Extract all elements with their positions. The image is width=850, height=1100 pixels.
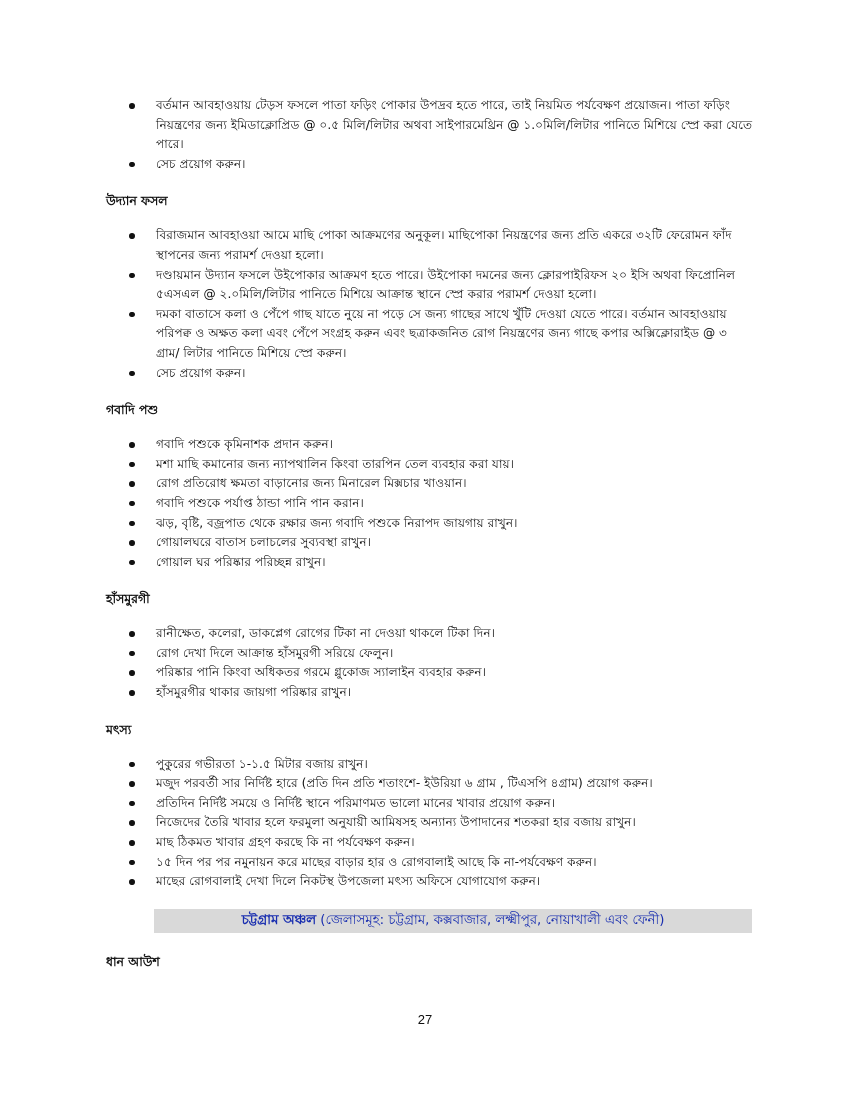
- fisheries-list: [0, 755, 850, 892]
- bullet-icon: [129, 442, 135, 448]
- list-item: হাঁসমুরগীর থাকার জায়গা পরিষ্কার রাখুন।: [0, 683, 850, 703]
- list-item: পুকুরের গভীরতা ১-১.৫ মিটার বজায় রাখুন।: [0, 755, 850, 775]
- bullet-icon: [129, 501, 135, 507]
- bullet-icon: [129, 103, 135, 109]
- list-item: পরিষ্কার পানি কিংবা অধিকতর গরমে গ্লুকোজ স্যালাইন ব্যবহার করুন।: [0, 663, 850, 683]
- region-districts: (জেলাসমূহ: চট্টগ্রাম, কক্সবাজার, লক্ষ্মীপুর, নোয়াখালী এবং ফেনী): [320, 912, 665, 928]
- region-title: চট্টগ্রাম অঞ্চল: [241, 912, 317, 928]
- list-item: গবাদি পশুকে পর্যাপ্ত ঠান্ডা পানি পান করান।: [0, 494, 850, 514]
- bullet-icon: [129, 540, 135, 546]
- bullet-icon: [129, 462, 135, 468]
- bullet-icon: [129, 860, 135, 866]
- bullet-icon: [129, 651, 135, 657]
- section-heading-horticulture: উদ্যান ফসল: [106, 193, 168, 209]
- poultry-list: [0, 624, 850, 702]
- list-item: সেচ প্রয়োগ করুন।: [0, 364, 850, 384]
- horticulture-list: [0, 226, 850, 383]
- list-item: বর্তমান আবহাওয়ায় টেড়স ফসলে পাতা ফড়িং পোকার উপদ্রব হতে পারে, তাই নিয়মিত পর্যবেক্ষণ প্রয়োজন। পাতা ফড়িং নিয়ন্ত্রণের জন্য ইমিডাক্লোপ্রিড @ ০.৫ মিলি/লিটার অথবা সাইপারমেথ্রিন @ ১.০মিলি/লিটার পানিতে মিশিয়ে স্প্রে করা যেতে পারে।: [0, 96, 850, 155]
- bullet-icon: [129, 273, 135, 279]
- page-number: 27: [417, 1012, 433, 1027]
- region-banner: [154, 909, 752, 933]
- list-item: ঝড়, বৃষ্টি, বজ্রপাত থেকে রক্ষার জন্য গবাদি পশুকে নিরাপদ জায়গায় রাখুন।: [0, 514, 850, 534]
- bullet-icon: [129, 631, 135, 637]
- bullet-icon: [129, 162, 135, 168]
- list-item: রানীক্ষেত, কলেরা, ডাকপ্লেগ রোগের টিকা না দেওয়া থাকলে টিকা দিন।: [0, 624, 850, 644]
- bullet-icon: [129, 781, 135, 787]
- list-item: গোয়াল ঘর পরিষ্কার পরিচ্ছন্ন রাখুন।: [0, 553, 850, 573]
- bullet-icon: [129, 670, 135, 676]
- bullet-icon: [129, 820, 135, 826]
- bullet-icon: [129, 312, 135, 318]
- section-heading-livestock: গবাদি পশু: [106, 402, 159, 418]
- list-item: মাছের রোগবালাই দেখা দিলে নিকটস্থ উপজেলা মৎস্য অফিসে যোগাযোগ করুন।: [0, 872, 850, 892]
- list-item: মশা মাছি কমানোর জন্য ন্যাপথালিন কিংবা তারপিন তেল ব্যবহার করা যায়।: [0, 455, 850, 475]
- list-item: রোগ দেখা দিলে আক্রান্ত হাঁসমুরগী সরিয়ে ফেলুন।: [0, 644, 850, 664]
- bullet-icon: [129, 560, 135, 566]
- list-item: গোয়ালঘরে বাতাস চলাচলের সুব্যবস্থা রাখুন।: [0, 533, 850, 553]
- list-item: মাছ ঠিকমত খাবার গ্রহণ করছে কি না পর্যবেক্ষণ করুন।: [0, 833, 850, 853]
- section-heading-aus-rice: ধান আউশ: [106, 953, 160, 969]
- list-item: প্রতিদিন নির্দিষ্ট সময়ে ও নির্দিষ্ট স্থানে পরিমাণমত ভালো মানের খাবার প্রয়োগ করুন।: [0, 794, 850, 814]
- bullet-icon: [129, 879, 135, 885]
- list-item: দমকা বাতাসে কলা ও পেঁপে গাছ যাতে নুয়ে না পড়ে সে জন্য গাছের সাথে খুঁটি দেওয়া যেতে পারে। বর্তমান আবহাওয়ায় পরিপক্ব ও অক্ষত কলা এবং পেঁপে সংগ্রহ করুন এবং ছত্রাকজনিত রোগ নিয়ন্ত্রণের জন্য গাছে কপার অক্সিক্লোরাইড @ ৩ গ্রাম/ লিটার পানিতে মিশিয়ে স্প্রে করুন।: [0, 305, 850, 364]
- list-item: দণ্ডায়মান উদ্যান ফসলে উইপোকার আক্রমণ হতে পারে। উইপোকা দমনের জন্য ক্লোরপাইরিফস ২০ ইসি অথবা ফিপ্রোনিল ৫এসএল @ ২.০মিলি/লিটার পানিতে মিশিয়ে আক্রান্ত স্থানে স্প্রে করার পরামর্শ দেওয়া হলো।: [0, 266, 850, 305]
- bullet-icon: [129, 371, 135, 377]
- section-heading-poultry: হাঁসমুরগী: [106, 591, 150, 607]
- list-item: মজুদ পরবর্তী সার নির্দিষ্ট হারে (প্রতি দিন প্রতি শতাংশে- ইউরিয়া ৬ গ্রাম , টিএসপি ৪গ্রাম) প্রয়োগ করুন।: [0, 774, 850, 794]
- bullet-icon: [129, 521, 135, 527]
- bullet-icon: [129, 481, 135, 487]
- bullet-icon: [129, 233, 135, 239]
- list-item: বিরাজমান আবহাওয়া আমে মাছি পোকা আক্রমণের অনুকূল। মাছিপোকা নিয়ন্ত্রণের জন্য প্রতি একরে ৩২টি ফেরোমন ফাঁদ স্থাপনের জন্য পরামর্শ দেওয়া হলো।: [0, 226, 850, 265]
- bullet-icon: [129, 801, 135, 807]
- bullet-icon: [129, 762, 135, 768]
- bullet-icon: [129, 690, 135, 696]
- list-item: সেচ প্রয়োগ করুন।: [0, 155, 850, 175]
- list-item: গবাদি পশুকে কৃমিনাশক প্রদান করুন।: [0, 435, 850, 455]
- list-item: নিজেদের তৈরি খাবার হলে ফরমুলা অনুযায়ী আমিষসহ অন্যান্য উপাদানের শতকরা হার বজায় রাখুন।: [0, 813, 850, 833]
- livestock-list: [0, 435, 850, 572]
- section-heading-fisheries: মৎস্য: [106, 721, 132, 737]
- list-item: ১৫ দিন পর পর নমুনায়ন করে মাছের বাড়ার হার ও রোগবালাই আছে কি না-পর্যবেক্ষণ করুন।: [0, 853, 850, 873]
- intro-list: [0, 96, 850, 174]
- list-item: রোগ প্রতিরোধ ক্ষমতা বাড়ানোর জন্য মিনারেল মিক্সচার খাওয়ান।: [0, 474, 850, 494]
- page-content: [0, 96, 850, 987]
- bullet-icon: [129, 840, 135, 846]
